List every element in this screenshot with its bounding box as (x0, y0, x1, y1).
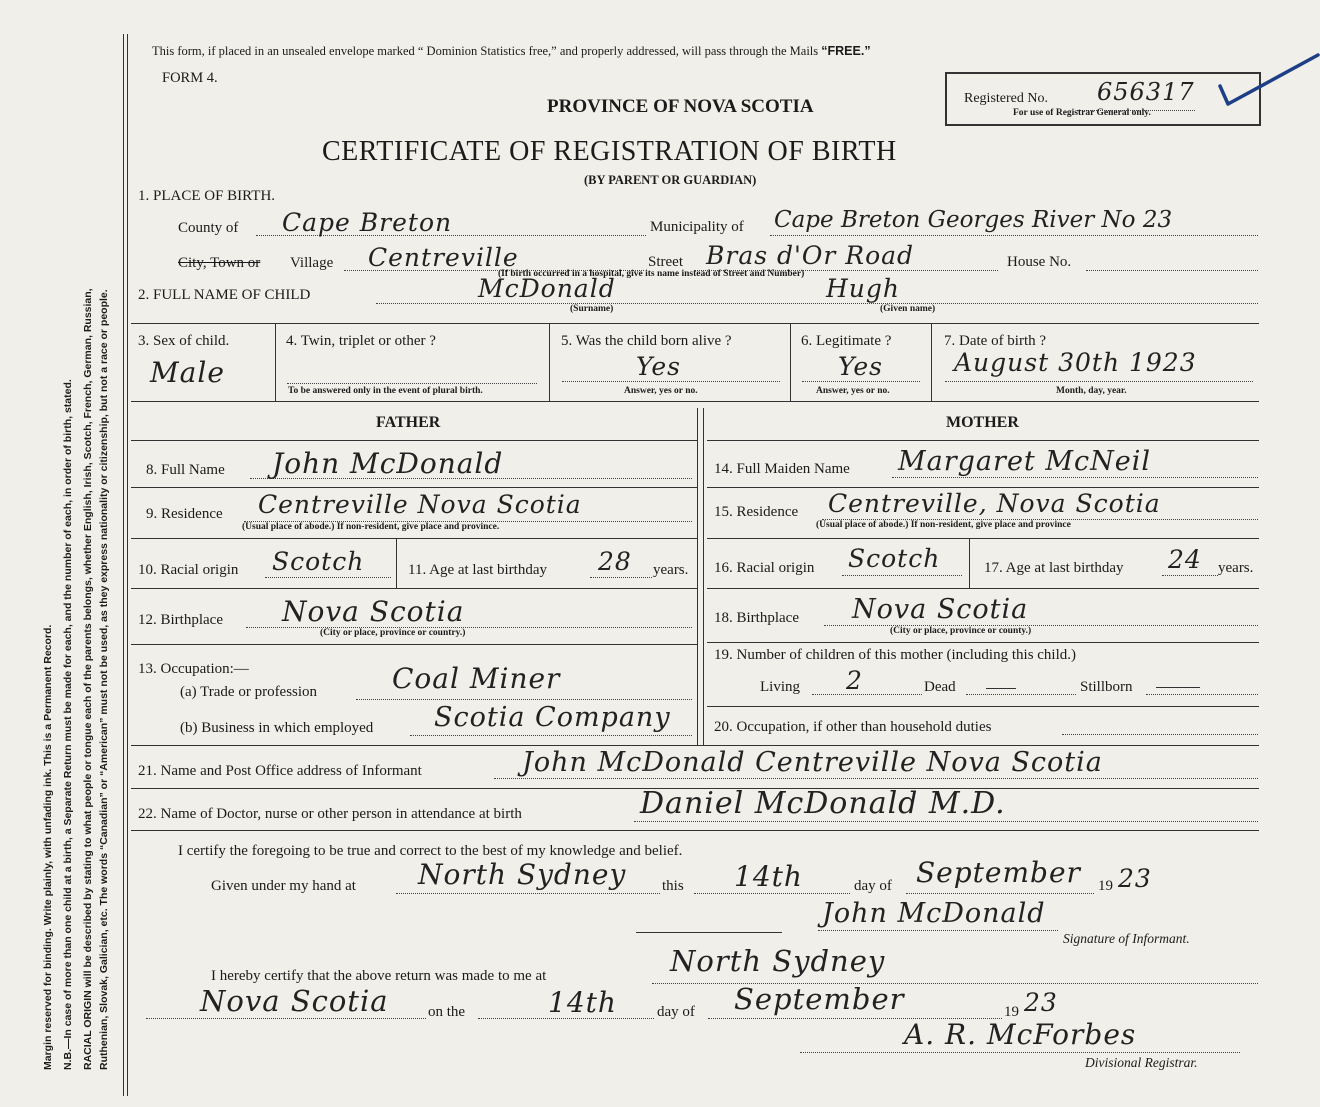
signature-solid-line (636, 932, 782, 933)
registrar-year-value: 23 (1024, 988, 1058, 1017)
given-place-value: North Sydney (418, 858, 627, 891)
row3-div-1 (275, 323, 276, 401)
mother-birthplace-note: (City or place, province or county.) (890, 626, 1032, 636)
mother-years: years. (1218, 560, 1254, 576)
certificate-title: CERTIFICATE OF REGISTRATION OF BIRTH (322, 136, 897, 167)
children-label: 19. Number of children of this mother (including this child.) (714, 647, 1077, 663)
certify-text: I certify the foregoing to be true and correct to the best of my knowledge and belief. (178, 843, 683, 859)
registrar-place-line2: Nova Scotia (200, 984, 389, 1018)
registrar-day-of-label: day of (657, 1004, 695, 1020)
margin-notes (40, 30, 112, 1070)
father-residence-value: Centreville Nova Scotia (258, 490, 582, 519)
mother-racial-label: 16. Racial origin (714, 560, 815, 576)
sex-label: 3. Sex of child. (138, 333, 230, 349)
sex-value: Male (150, 356, 225, 389)
mother-racial-value: Scotch (848, 544, 941, 573)
father-age-label: 11. Age at last birthday (408, 562, 547, 578)
mother-rule-4 (707, 642, 1259, 643)
province-title: PROVINCE OF NOVA SCOTIA (547, 96, 814, 117)
father-racial-label: 10. Racial origin (138, 562, 239, 578)
dead-dots (966, 694, 1076, 695)
registrar-note: For use of Registrar General only. (1013, 108, 1151, 118)
mother-age-dots (1162, 575, 1218, 576)
row3-top-rule (131, 323, 1259, 324)
informant-value: John McDonald Centreville Nova Scotia (522, 747, 1103, 778)
mother-age-value: 24 (1168, 545, 1202, 574)
father-birthplace-note: (City or place, province or country.) (320, 628, 466, 638)
twin-label: 4. Twin, triplet or other ? (286, 333, 436, 349)
given-name-value: Hugh (826, 274, 901, 303)
given-name-caption: (Given name) (880, 304, 936, 314)
living-value: 2 (846, 666, 863, 695)
mother-rule-2 (707, 538, 1259, 539)
registered-number: 656317 (1097, 78, 1195, 106)
informant-signature: John McDonald (822, 898, 1046, 929)
business-dots (410, 735, 692, 736)
mother-rule-1 (707, 487, 1259, 488)
mother-name-label: 14. Full Maiden Name (714, 461, 850, 477)
municipality-dots (770, 235, 1258, 236)
living-dots (812, 694, 922, 695)
street-label: Street (648, 254, 683, 270)
registrar-certify-text: I hereby certify that the above return was made to me at (211, 968, 547, 984)
mother-birthplace-value: Nova Scotia (852, 594, 1029, 625)
doctor-value: Daniel McDonald M.D. (640, 786, 1006, 821)
stillborn-dash (1156, 687, 1200, 688)
alive-dots (562, 381, 780, 382)
registrar-place2-dots (146, 1018, 426, 1019)
registered-box (945, 72, 1261, 126)
margin-note-3: RACIAL ORIGIN will be described by stating to what people or tongue each of the parents belongs, whether English, Irish, Scotch, French, German, Russian, (82, 288, 94, 1070)
row3-bottom-rule (131, 401, 1259, 402)
given-month-dots (906, 893, 1094, 894)
mail-notice-text: This form, if placed in an unsealed envelope marked “ Dominion Statistics free,” and properly addressed, will pass through the Mails (152, 44, 819, 58)
informant-label: 21. Name and Post Office address of Informant (138, 763, 422, 779)
mother-rule-5 (707, 706, 1259, 707)
check-mark-icon (1218, 52, 1320, 108)
surname-caption: (Surname) (570, 304, 614, 314)
mother-age-label: 17. Age at last birthday (984, 560, 1124, 576)
county-label: County of (178, 220, 239, 236)
informant-dots (494, 778, 1258, 779)
binding-margin-line-2 (127, 34, 128, 1096)
parent-header-rule-right (707, 440, 1259, 441)
given-month-value: September (916, 856, 1081, 889)
alive-label: 5. Was the child born alive ? (561, 333, 732, 349)
mother-heading: MOTHER (946, 414, 1019, 431)
registrar-caption: Divisional Registrar. (1085, 1055, 1198, 1070)
surname-value: McDonald (478, 274, 616, 303)
hospital-note: (If birth occurred in a hospital, give its name instead of Street and Number) (498, 269, 805, 279)
given-label: Given under my hand at (211, 878, 356, 894)
child-name-dots (376, 303, 1258, 304)
doctor-dots (634, 821, 1258, 822)
legit-note: Answer, yes or no. (816, 386, 890, 396)
father-rule-2 (131, 538, 697, 539)
father-rule-4 (131, 644, 697, 645)
trade-dots (356, 699, 692, 700)
twin-dots (287, 383, 537, 384)
father-age-value: 28 (598, 547, 632, 576)
doctor-label: 22. Name of Doctor, nurse or other person in attendance at birth (138, 806, 522, 822)
mother-name-value: Margaret McNeil (898, 446, 1151, 477)
village-value: Centreville (368, 243, 519, 272)
stillborn-label: Stillborn (1080, 679, 1133, 695)
registrar-place-line1: North Sydney (670, 944, 886, 978)
village-label: Village (290, 255, 334, 271)
signature-dots (818, 930, 1058, 931)
dob-dots (945, 381, 1253, 382)
signature-caption: Signature of Informant. (1063, 931, 1190, 946)
father-heading: FATHER (376, 414, 441, 431)
father-age-dots (590, 577, 652, 578)
business-label: (b) Business in which employed (180, 720, 374, 736)
alive-note: Answer, yes or no. (624, 386, 698, 396)
margin-note-2: N.B.—In case of more than one child at a birth, a Separate Return must be made for each, and the number of each, in order of birth, stated. (62, 379, 74, 1070)
row3-div-4 (931, 323, 932, 401)
dead-dash (986, 688, 1016, 689)
mother-racial-dots (842, 575, 962, 576)
trade-value: Coal Miner (392, 662, 561, 695)
father-rule-3 (131, 588, 697, 589)
dead-label: Dead (924, 679, 956, 695)
margin-note-1: Margin reserved for binding. Write plainly, with unfading ink. This is a Permanent Record. (42, 624, 54, 1070)
margin-note-4: Ruthenian, Slovak, Galician, etc. The words “Canadian” or “American” must not be used, as they express nationality or citizenship, but not a race or people. (98, 289, 110, 1070)
registered-label: Registered No. (964, 91, 1048, 106)
municipality-value: Cape Breton Georges River No 23 (774, 207, 1173, 233)
house-label: House No. (1007, 254, 1072, 270)
mother-rule-3 (707, 588, 1259, 589)
this-label: this (662, 878, 684, 894)
alive-value: Yes (636, 352, 681, 381)
legit-dots (802, 381, 920, 382)
binding-margin-line (123, 34, 124, 1096)
legit-value: Yes (838, 352, 883, 381)
father-rule-1 (131, 487, 697, 488)
day-of-label: day of (854, 878, 892, 894)
certificate-subtitle: (BY PARENT OR GUARDIAN) (584, 173, 757, 187)
father-racial-dots (265, 577, 391, 578)
father-residence-label: 9. Residence (146, 506, 223, 522)
street-value: Bras d'Or Road (706, 241, 915, 270)
mother-racial-divider (969, 538, 970, 588)
registrar-day-value: 14th (548, 986, 617, 1019)
mother-residence-note: (Usual place of abode.) If non-resident, give place and province (816, 520, 1071, 530)
stillborn-dots (1146, 694, 1258, 695)
father-racial-value: Scotch (272, 547, 365, 576)
trade-label: (a) Trade or profession (180, 684, 318, 700)
father-residence-note: (Usual place of abode.) If non-resident, give place and province. (242, 522, 500, 532)
mail-free: “FREE.” (821, 44, 871, 58)
given-year-value: 23 (1118, 864, 1152, 893)
registrar-signature: A. R. McForbes (904, 1018, 1137, 1051)
mother-residence-label: 15. Residence (714, 504, 799, 520)
municipality-label: Municipality of (650, 219, 744, 235)
county-value: Cape Breton (282, 208, 453, 237)
father-years: years. (653, 562, 689, 578)
dob-note: Month, day, year. (1056, 386, 1127, 396)
business-value: Scotia Company (434, 702, 671, 733)
legit-label: 6. Legitimate ? (801, 333, 892, 349)
mother-name-dots (892, 477, 1258, 478)
city-town-label: City, Town or (178, 255, 261, 271)
occupation-label: 13. Occupation:— (138, 661, 249, 677)
given-day-dots (694, 893, 850, 894)
living-label: Living (760, 679, 800, 695)
parent-center-line-1 (697, 408, 698, 745)
registrar-month-value: September (734, 982, 905, 1016)
registrar-signature-dots (800, 1052, 1240, 1053)
mother-occupation-label: 20. Occupation, if other than household duties (714, 719, 992, 735)
dob-label: 7. Date of birth ? (944, 333, 1047, 349)
mother-residence-value: Centreville, Nova Scotia (828, 489, 1161, 518)
place-of-birth-label: 1. PLACE OF BIRTH. (138, 188, 276, 204)
father-name-label: 8. Full Name (146, 462, 225, 478)
child-name-label: 2. FULL NAME OF CHILD (138, 287, 311, 303)
parent-header-rule-left (131, 440, 697, 441)
doctor-rule (131, 830, 1259, 831)
registrar-on-the-label: on the (428, 1004, 466, 1020)
father-name-value: John McDonald (272, 447, 504, 480)
dob-value: August 30th 1923 (954, 348, 1197, 377)
year-prefix: 19 (1098, 878, 1113, 894)
parent-center-line-2 (703, 408, 704, 745)
mother-birthplace-label: 18. Birthplace (714, 610, 799, 626)
father-racial-divider (396, 538, 397, 588)
mother-occupation-dots (1062, 734, 1258, 735)
given-day-value: 14th (734, 860, 803, 893)
given-place-dots (396, 893, 660, 894)
father-birthplace-value: Nova Scotia (282, 595, 465, 628)
father-birthplace-label: 12. Birthplace (138, 612, 223, 628)
row3-div-3 (790, 323, 791, 401)
twin-note: To be answered only in the event of plural birth. (288, 386, 483, 396)
house-dots (1086, 270, 1258, 271)
mail-notice (152, 44, 871, 59)
row3-div-2 (549, 323, 550, 401)
form-number: FORM 4. (162, 70, 218, 86)
registrar-year-prefix: 19 (1004, 1004, 1019, 1020)
parents-bottom-rule (131, 745, 1259, 746)
